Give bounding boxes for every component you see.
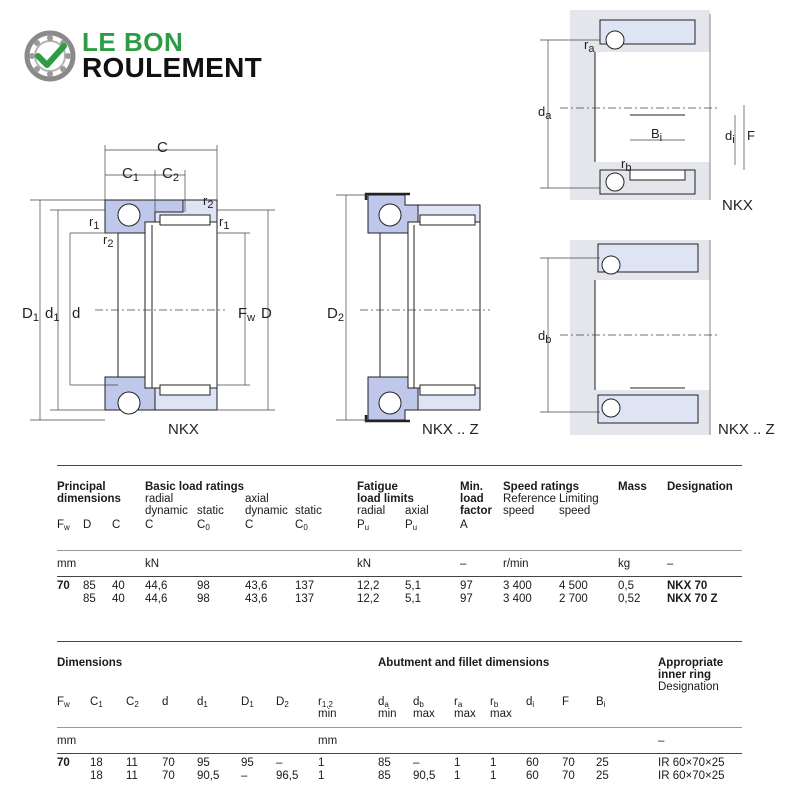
t1-r0-lim: 4 500 — [559, 580, 588, 592]
caption-nkxz-mid: NKX .. Z — [422, 421, 479, 438]
t2-r0-d: 70 — [162, 757, 175, 769]
label-D2: $D_2$ — [327, 305, 344, 324]
t1-r0-ca: 43,6 — [245, 580, 268, 592]
label-r1-left: $r_1$ — [89, 214, 100, 232]
t2-h-inner: inner ring — [658, 669, 712, 681]
label-r1-right: $r_1$ — [219, 214, 230, 232]
t1-h-fatigue: Fatigue — [357, 481, 398, 493]
t1-h-radial: radial — [145, 493, 174, 505]
t2-r0-c1: 18 — [90, 757, 103, 769]
t1-r1-ca: 43,6 — [245, 593, 268, 605]
label-r2-top: $r_2$ — [203, 193, 214, 211]
t1-h-dimensions: dimensions — [57, 493, 121, 505]
t1-r1-pur: 12,2 — [357, 593, 380, 605]
label-Bi: $B_i$ — [651, 126, 663, 144]
t2-col-rb-max: max — [490, 708, 512, 720]
t2-r1-ra: 1 — [454, 770, 461, 782]
t2-col-ra: $r_a$ — [454, 696, 463, 709]
t2-r0-db: – — [413, 757, 420, 769]
t2-r1-r12: 1 — [318, 770, 325, 782]
t2-h-abutment: Abutment and fillet dimensions — [378, 657, 550, 669]
t2-col-fw: $F_w$ — [57, 696, 70, 709]
t1-unit-kn2: kN — [357, 558, 372, 570]
t2-col-d1: $d_1$ — [197, 696, 208, 709]
t2-r0-d1: 95 — [197, 757, 210, 769]
t1-r0-cr: 44,6 — [145, 580, 168, 592]
t2-r0-di: 60 — [526, 757, 539, 769]
t2-units-rule — [57, 727, 742, 728]
label-F: F — [747, 128, 755, 143]
t2-col-di: $d_i$ — [526, 696, 535, 709]
t1-h-static-r: static — [197, 505, 224, 517]
t2-col-r12-min: min — [318, 708, 337, 720]
label-d: d — [72, 305, 81, 322]
t1-h-dynamic-a: dynamic — [245, 505, 288, 517]
label-Fw: $F_w$ — [238, 305, 256, 324]
t2-col-ra-max: max — [454, 708, 476, 720]
t1-sym-a: A — [460, 519, 468, 531]
t1-r0-c0r: 98 — [197, 580, 210, 592]
t1-r0-mass: 0,5 — [618, 580, 634, 592]
label-d1: $d_1$ — [45, 305, 60, 324]
t2-r1-D2: 96,5 — [276, 770, 299, 782]
t2-h-dimensions: Dimensions — [57, 657, 123, 669]
t1-unit-dash2: – — [667, 558, 674, 570]
label-C2: $C_2$ — [162, 165, 179, 184]
label-r2-left: $r_2$ — [103, 232, 114, 250]
t1-sym-cr: C — [145, 519, 154, 531]
t2-r0-bi: 25 — [596, 757, 609, 769]
t1-h-mass: Mass — [618, 481, 647, 493]
t2-r1-da: 85 — [378, 770, 391, 782]
t1-r1-mass: 0,52 — [618, 593, 641, 605]
label-di: $d_i$ — [725, 128, 735, 146]
t1-sym-pua: $P_u$ — [405, 519, 418, 532]
label-D: D — [261, 305, 272, 322]
t1-r1-lim: 2 700 — [559, 593, 588, 605]
t1-h-radial2: radial — [357, 505, 386, 517]
t1-r0-c0a: 137 — [295, 580, 315, 592]
t2-col-d: d — [162, 696, 169, 708]
t1-h-principal: Principal — [57, 481, 106, 493]
caption-nkxz-right: NKX .. Z — [718, 421, 775, 438]
t1-h-basic: Basic load ratings — [145, 481, 245, 493]
t1-sym-c0r: $C_0$ — [197, 519, 210, 532]
t1-r1-pua: 5,1 — [405, 593, 421, 605]
t1-h-load: load — [460, 493, 484, 505]
label-C1: $C_1$ — [122, 165, 139, 184]
t1-h-axial: axial — [245, 493, 269, 505]
t1-h-dynamic-r: dynamic — [145, 505, 188, 517]
t2-r1-f: 70 — [562, 770, 575, 782]
t1-h-factor: factor — [460, 505, 492, 517]
t1-h-reference: Reference — [503, 493, 557, 505]
t2-r0-r12: 1 — [318, 757, 325, 769]
t1-unit-kn: kN — [145, 558, 160, 570]
t1-h-axial2: axial — [405, 505, 429, 517]
t2-r1-db: 90,5 — [413, 770, 436, 782]
t2-r1-D1: – — [241, 770, 248, 782]
t1-r0-a: 97 — [460, 580, 473, 592]
t1-r1-des: NKX 70 Z — [667, 593, 718, 605]
t1-sym-c: C — [112, 519, 121, 531]
t1-r0-pua: 5,1 — [405, 580, 421, 592]
t1-r1-a: 97 — [460, 593, 473, 605]
t1-r0-ref: 3 400 — [503, 580, 532, 592]
t2-r1-bi: 25 — [596, 770, 609, 782]
t2-col-rb: $r_b$ — [490, 696, 499, 709]
t1-h-loadlimits: load limits — [357, 493, 414, 505]
t1-r0-des: NKX 70 — [667, 580, 708, 592]
t1-r1-cr: 44,6 — [145, 593, 168, 605]
t2-r0-ir: IR 60×70×25 — [658, 757, 725, 769]
t2-r1-d1: 90,5 — [197, 770, 220, 782]
t2-col-D2: $D_2$ — [276, 696, 289, 709]
t1-h-min: Min. — [460, 481, 483, 493]
t2-r1-di: 60 — [526, 770, 539, 782]
t1-r0-c: 40 — [112, 580, 125, 592]
t2-r0-c2: 11 — [126, 757, 138, 769]
t2-r1-c1: 18 — [90, 770, 103, 782]
t1-h-static-a: static — [295, 505, 322, 517]
t1-sym-d: D — [83, 519, 92, 531]
logo-line1: LE BON — [82, 27, 184, 57]
t1-h-speed-lim: speed — [559, 505, 591, 517]
t1-r0-fw: 70 — [57, 580, 70, 592]
t1-h-speed-ref: speed — [503, 505, 535, 517]
t2-col-f: F — [562, 696, 570, 708]
t1-unit-mm: mm — [57, 558, 77, 570]
t1-r1-ref: 3 400 — [503, 593, 532, 605]
t2-r1-rb: 1 — [490, 770, 497, 782]
label-C: C — [157, 139, 168, 156]
t1-unit-rmin: r/min — [503, 558, 529, 570]
t1-sym-ca: C — [245, 519, 254, 531]
t2-col-db-max: max — [413, 708, 435, 720]
t2-r1-d: 70 — [162, 770, 175, 782]
t1-unit-dash: – — [460, 558, 467, 570]
t1-r0-pur: 12,2 — [357, 580, 380, 592]
t2-r0-D1: 95 — [241, 757, 254, 769]
t2-h-appropriate: Appropriate — [658, 657, 724, 669]
t1-r0-d: 85 — [83, 580, 96, 592]
label-db: $d_b$ — [538, 328, 552, 346]
t2-unit-mm: mm — [57, 735, 77, 747]
t2-unit-mm2: mm — [318, 735, 338, 747]
t1-r1-c0r: 98 — [197, 593, 210, 605]
label-rb: $r_b$ — [621, 156, 632, 174]
t2-col-bi: $B_i$ — [596, 696, 606, 709]
label-ra: $r_a$ — [584, 37, 595, 55]
t2-r1-ir: IR 60×70×25 — [658, 770, 725, 782]
t2-r0-f: 70 — [562, 757, 575, 769]
t2-r0-da: 85 — [378, 757, 391, 769]
label-D1: $D_1$ — [22, 305, 39, 324]
t1-r1-d: 85 — [83, 593, 96, 605]
label-da: $d_a$ — [538, 104, 552, 122]
t1-h-designation: Designation — [667, 481, 733, 493]
t1-r1-c: 40 — [112, 593, 125, 605]
caption-nkx-left: NKX — [168, 421, 199, 438]
t2-col-db: $d_b$ — [413, 696, 424, 709]
t2-r0-fw: 70 — [57, 757, 70, 769]
t2-data-rule — [57, 753, 742, 754]
t2-r0-rb: 1 — [490, 757, 497, 769]
t2-r0-ra: 1 — [454, 757, 461, 769]
t1-unit-kg: kg — [618, 558, 631, 570]
t2-h-designation: Designation — [658, 681, 719, 693]
t2-r0-D2: – — [276, 757, 283, 769]
t1-sym-fw: $F_w$ — [57, 519, 70, 532]
t2-col-da: $d_a$ — [378, 696, 389, 709]
t2-unit-dash: – — [658, 735, 665, 747]
logo-line2: ROULEMENT — [82, 52, 263, 83]
t1-sym-pur: $P_u$ — [357, 519, 370, 532]
t2-r1-c2: 11 — [126, 770, 138, 782]
t2-col-D1: $D_1$ — [241, 696, 254, 709]
t2-col-r12: $r_{1,2}$ — [318, 696, 333, 709]
t2-col-da-min: min — [378, 708, 397, 720]
t1-sym-c0a: $C_0$ — [295, 519, 308, 532]
t2-col-c2: $C_2$ — [126, 696, 139, 709]
t1-r1-c0a: 137 — [295, 593, 315, 605]
caption-nkx-right: NKX — [722, 197, 753, 214]
t1-h-limiting: Limiting — [559, 493, 599, 505]
t2-col-c1: $C_1$ — [90, 696, 103, 709]
t1-h-speed: Speed ratings — [503, 481, 580, 493]
